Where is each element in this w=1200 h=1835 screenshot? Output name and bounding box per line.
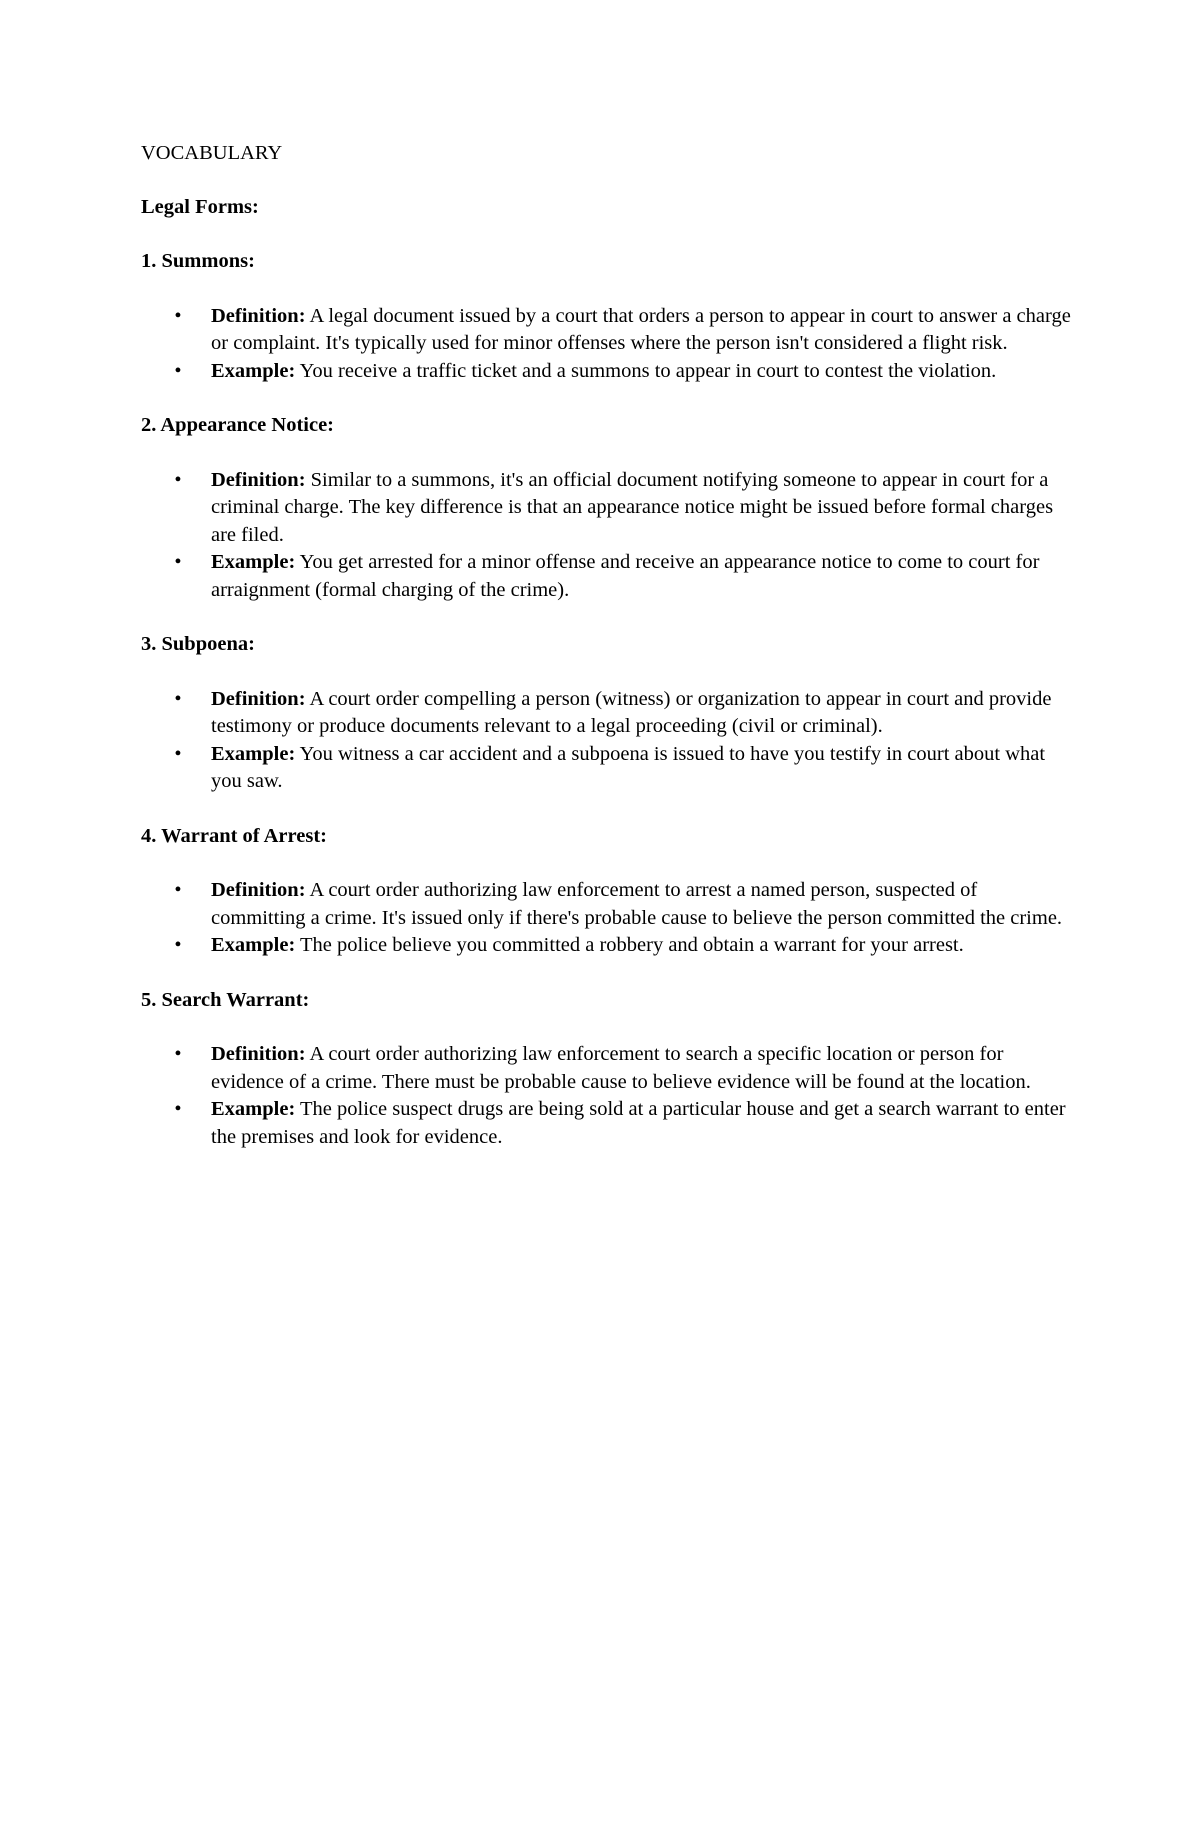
definition-label: Definition: xyxy=(211,687,306,710)
example-label: Example: xyxy=(211,1098,296,1120)
definition-label: Definition: xyxy=(211,304,306,327)
term-heading-appearance-notice: 2. Appearance Notice: xyxy=(141,414,334,436)
example-text: The police believe you committed a robbery and obtain a warrant for your arrest. xyxy=(295,934,964,956)
document-page xyxy=(141,140,1071,1178)
definition-text: A court order compelling a person (witness) or organization to appear in court and provide testimony or produce documents relevant to a legal proceeding (civil or criminal). xyxy=(211,687,1052,737)
definition-text: Similar to a summons, it's an official document notifying someone to appear in court for a criminal charge. The key difference is that an appearance notice might be issued before formal charges are filed. xyxy=(211,468,1054,546)
term-details-appearance-notice xyxy=(141,467,1071,605)
term-heading-subpoena: 3. Subpoena: xyxy=(141,633,255,655)
example-item xyxy=(141,549,1071,604)
definition-text: A court order authorizing law enforcement to arrest a named person, suspected of committing a crime. It's issued only if there's probable cause to believe the person committed the crime. xyxy=(211,879,1063,929)
example-item xyxy=(141,1096,1071,1151)
example-item xyxy=(141,932,1071,960)
definition-label: Definition: xyxy=(211,1043,306,1065)
definition-item xyxy=(141,686,1071,741)
section-heading: Legal Forms: xyxy=(141,195,259,218)
example-text: You receive a traffic ticket and a summons to appear in court to contest the violation. xyxy=(295,359,997,382)
example-text: The police suspect drugs are being sold at a particular house and get a search warrant to enter the premises and look for evidence. xyxy=(211,1098,1066,1148)
bullet-icon: • xyxy=(174,879,182,901)
bullet-icon: • xyxy=(174,934,182,956)
definition-label: Definition: xyxy=(211,879,306,901)
bullet-icon: • xyxy=(174,742,182,765)
bullet-icon: • xyxy=(174,1098,182,1120)
definition-item xyxy=(141,467,1071,550)
document-title: VOCABULARY xyxy=(141,142,283,164)
term-details-summons xyxy=(141,303,1071,386)
example-label: Example: xyxy=(211,742,296,765)
definition-text: A court order authorizing law enforcement to search a specific location or person for evidence of a crime. There must be probable cause to believe evidence will be found at the location. xyxy=(211,1043,1031,1093)
bullet-icon: • xyxy=(174,1043,182,1065)
bullet-icon: • xyxy=(174,551,182,573)
term-details-search-warrant xyxy=(141,1041,1071,1151)
definition-item xyxy=(141,1041,1071,1096)
bullet-icon: • xyxy=(174,359,182,382)
example-item xyxy=(141,358,1071,386)
definition-label: Definition: xyxy=(211,468,306,491)
example-label: Example: xyxy=(211,934,296,956)
example-text: You witness a car accident and a subpoena is issued to have you testify in court about what you saw. xyxy=(211,742,1046,792)
term-heading-summons: 1. Summons: xyxy=(141,250,255,272)
definition-text: A legal document issued by a court that orders a person to appear in court to answer a charge or complaint. It's typically used for minor offenses where the person isn't considered a flight risk. xyxy=(211,304,1071,354)
term-details-warrant-of-arrest xyxy=(141,877,1071,960)
bullet-icon: • xyxy=(174,687,182,710)
definition-item xyxy=(141,303,1071,358)
term-heading-warrant-of-arrest: 4. Warrant of Arrest: xyxy=(141,824,327,847)
example-text: You get arrested for a minor offense and receive an appearance notice to come to court for arraignment (formal charging of the crime). xyxy=(211,551,1040,601)
example-label: Example: xyxy=(211,359,296,382)
term-details-subpoena xyxy=(141,686,1071,796)
term-heading-search-warrant: 5. Search Warrant: xyxy=(141,988,310,1011)
bullet-icon: • xyxy=(174,304,182,327)
example-label: Example: xyxy=(211,551,296,573)
definition-item xyxy=(141,877,1071,932)
example-item xyxy=(141,741,1071,796)
bullet-icon: • xyxy=(174,468,182,491)
